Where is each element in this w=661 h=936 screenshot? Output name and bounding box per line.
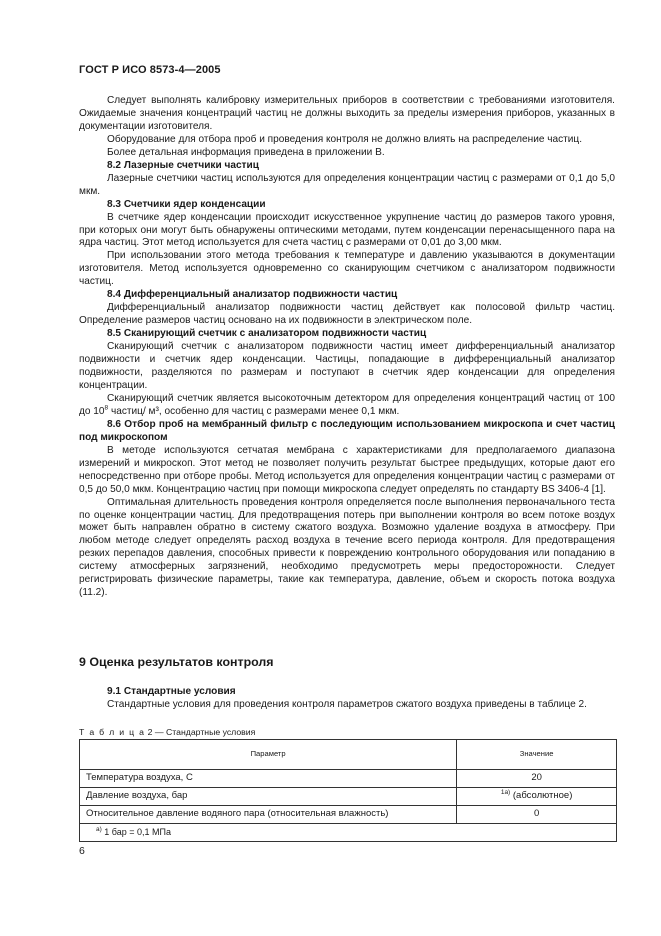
- paragraph: Следует выполнять калибровку измерительных приборов в соответствии с требованиями изготовителя. Ожидаемые значения концентраций частиц не должны выходить за пределы измерения приборов, указанных в документации изготовителя.: [79, 95, 615, 132]
- table-cell: [457, 788, 617, 806]
- table-caption-title: 2 — Стандартные условия: [145, 727, 256, 737]
- paragraph: Стандартные условия для проведения контроля параметров сжатого воздуха приведены в таблице 2.: [107, 698, 587, 710]
- table-cell: Температура воздуха, С: [80, 770, 457, 788]
- table-caption: [79, 726, 255, 739]
- paragraph: Более детальная информация приведена в приложении В.: [107, 146, 385, 158]
- subsection-heading: 8.2 Лазерные счетчики частиц: [107, 159, 259, 171]
- section-heading: 9 Оценка результатов контроля: [79, 655, 274, 669]
- standard-conditions-table: [79, 739, 617, 842]
- paragraph: В методе используются сетчатая мембрана с характеристиками для предполагаемого диапазона измерений и микроскоп. Этот метод не позволяет получить результат быстрее предыдущих, которые дают его непосредственно при отборе пробы. Метод используется для определения концентрации частиц с размерами от 0,5 до 50,0 мкм. Концентрацию частиц при помощи микроскопа следует определять по стандарту BS 3406-4 [1].: [79, 444, 615, 495]
- footnote-ref: 1а): [500, 788, 511, 796]
- subsection-heading: 9.1 Стандартные условия: [107, 686, 236, 697]
- table-footnote: [80, 824, 617, 842]
- paragraph: Оборудование для отбора проб и проведения контроля не должно влиять на распределение частиц.: [107, 133, 583, 145]
- paragraph: Лазерные счетчики частиц используются для определения концентрации частиц с размерами от 0,1 до 5,0 мкм.: [79, 172, 615, 197]
- paragraph: [79, 393, 615, 419]
- table-header-row: [80, 740, 617, 770]
- subsection-block: [79, 686, 615, 712]
- table-row: [80, 806, 617, 824]
- paragraph: Сканирующий счетчик с анализатором подвижности частиц имеет дифференциальный анализатор подвижности и счетчик ядер конденсации. Частицы, попадающие в дифференциальный анализатор подвижности, разделяются по размерам и поступают в счетчик ядер конденсации для определения концентрации.: [79, 341, 615, 391]
- subsection-heading: 8.5 Сканирующий счетчик с анализатором подвижности частиц: [107, 328, 427, 340]
- table-cell: 20: [457, 770, 617, 788]
- exponent: 8: [104, 404, 109, 412]
- body-text: [79, 95, 615, 600]
- column-header: Значение: [457, 740, 617, 770]
- page-number: 6: [79, 845, 85, 857]
- cell-value: (абсолютное): [510, 790, 573, 802]
- footnote-text: 1 бар = 0,1 МПа: [101, 827, 171, 838]
- paragraph: Дифференциальный анализатор подвижности частиц действует как полосовой фильтр частиц. Определение размеров частиц основано на их подвижности в электрическом поле.: [79, 302, 615, 327]
- table-cell: 0: [457, 806, 617, 824]
- table-cell: Относительное давление водяного пара (относительная влажность): [80, 806, 457, 824]
- subsection-heading: 8.3 Счетчики ядер конденсации: [107, 198, 266, 210]
- table-row: [80, 770, 617, 788]
- table-row: [80, 788, 617, 806]
- paragraph: При использовании этого метода требования к температуре и давлению указываются в документации изготовителя. Метод используется одновременно со сканирующим счетчиком с анализатором подвижности частиц.: [79, 250, 615, 288]
- paragraph: В счетчике ядер конденсации происходит искусственное укрупнение частиц до размеров такого уровня, при которых они могут быть обнаружены оптическими методами, путем конденсации перенасыщенного пара на ядра частиц. Этот метод используется для счета частиц с размерами от 0,01 до 3,00 мкм.: [79, 211, 615, 249]
- table-footnote-row: [80, 824, 617, 842]
- paragraph-part: частиц/ м³, особенно для частиц с размерами менее 0,1 мкм.: [108, 405, 400, 417]
- subsection-heading: 8.6 Отбор проб на мембранный фильтр с последующим использованием микроскопа и счет частиц под микроскопом: [79, 418, 615, 443]
- paragraph: Оптимальная длительность проведения контроля определяется после выполнения первоначального теста по оценке концентрации частиц. Для предотвращения потерь при выполнении контроля во всем потоке воздух может быть направлен обратно в систему сжатого воздуха. Возможно удаление воздуха в атмосферу. При любом методе следует определять расход воздуха в течение всего периода контроля. Для предотвращения резких перепадов давления, способных привести к повреждению контрольного оборудования или попаданию в систему атмосферных загрязнений, необходимо предусмотреть меры предосторожности. Следует регистрировать физические параметры, такие как температура, давление, объем и скорость потока воздуха (11.2).: [79, 496, 615, 599]
- subsection-heading: 8.4 Дифференциальный анализатор подвижности частиц: [107, 289, 398, 301]
- footnote-mark: а): [96, 826, 102, 834]
- table-cell: Давление воздуха, бар: [80, 788, 457, 806]
- paragraph-part: Сканирующий счетчик является высокоточным детектором для определения концентраций частиц от 100 до 10: [79, 392, 615, 417]
- column-header: Параметр: [80, 740, 457, 770]
- document-code: ГОСТ Р ИСО 8573-4—2005: [79, 64, 221, 76]
- table-caption-prefix: Т а б л и ц а: [79, 727, 146, 737]
